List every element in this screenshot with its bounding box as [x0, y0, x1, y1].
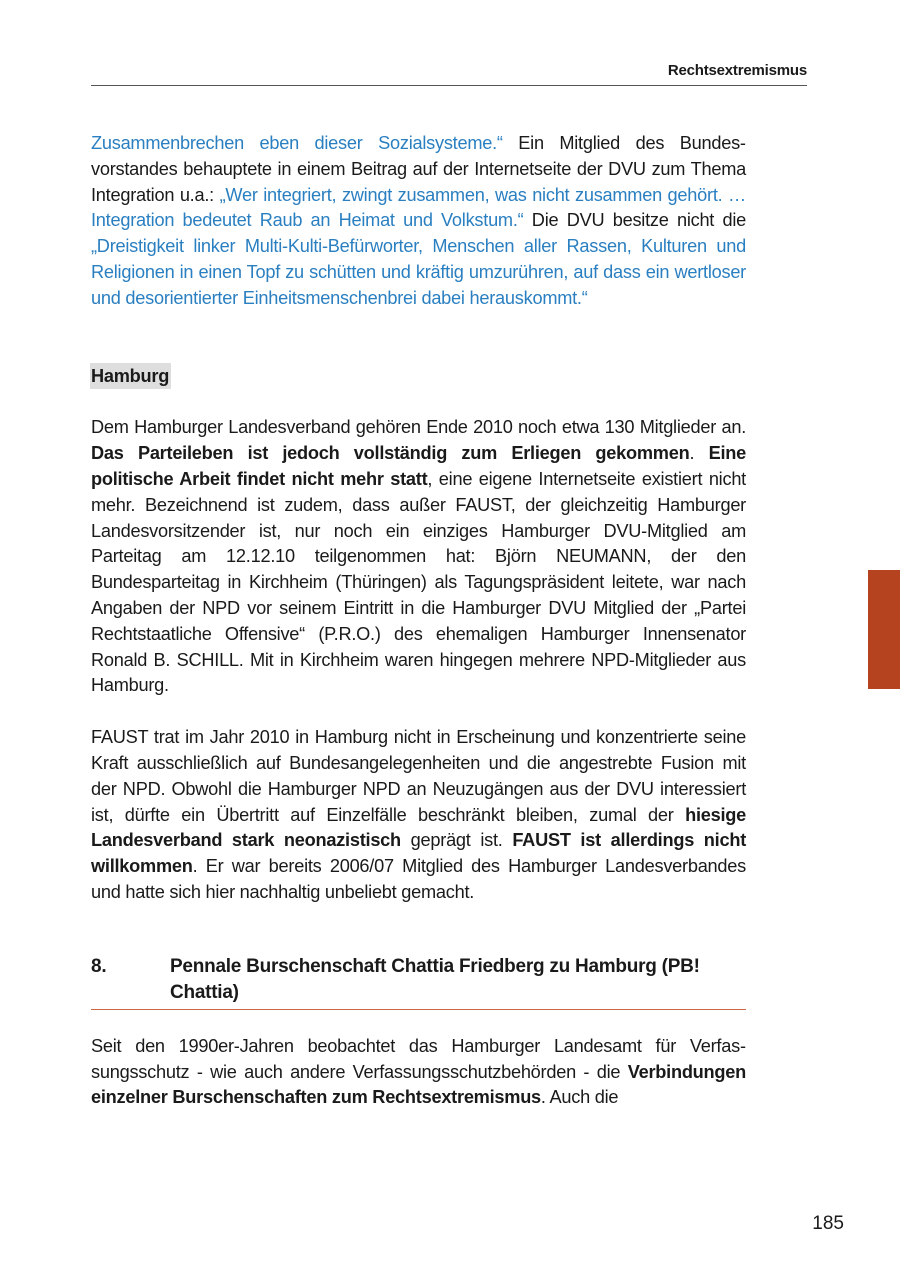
bold-segment: hiesige Landesverband stark neonazistisch [91, 804, 746, 851]
text-segment: Ein Mitglied des Bundesvorstandes behauptete in einem Beitrag auf der Internetseite der DVU zum Thema Integration u.a.: [91, 133, 746, 205]
quote-sozialsysteme: Zusammenbrechen eben dieser Sozialsysteme.“ [91, 133, 503, 153]
bold-segment: Eine politische Arbeit findet nicht mehr statt [91, 443, 747, 489]
paragraph-burschenschaften [91, 1034, 746, 1111]
section-heading-hamburg: Hamburg [90, 363, 171, 389]
bold-segment: FAUST ist allerdings nicht willkommen [91, 830, 746, 877]
text-segment: geprägt ist. [400, 830, 513, 851]
page-content [91, 131, 746, 1111]
chapter-heading [91, 954, 746, 1010]
bold-segment: Verbindungen einzelner Burschenschaften zum Rechtsextremismus [91, 1061, 746, 1108]
quote-multi-kulti: „Dreistigkeit linker Multi-Kulti-Befürworter, Menschen aller Rassen, Kulturen und Religionen in einen Topf zu schütten und kräftig umzurühren, auf dass ein wertloser und desorientierter Einheitsmenschenbrei dabei herauskommt.“ [91, 236, 746, 308]
text-segment: Die DVU besitze nicht die [523, 210, 746, 231]
section-heading-wrap [91, 363, 746, 390]
chapter-number: 8. [91, 955, 107, 977]
chapter-side-tab [868, 570, 900, 689]
chapter-title: Pennale Burschenschaft Chattia Friedberg zu Hamburg (PB! Chattia) [170, 955, 700, 1003]
page-number: 185 [812, 1213, 844, 1234]
text-segment: . [689, 443, 709, 464]
text-segment: . Er war bereits 2006/07 Mitglied des Hamburger Landesverbandes und hatte sich hier nachhaltig unbeliebt gemacht. [91, 856, 746, 902]
text-segment: Seit den 1990er-Jahren beobachtet das Hamburger Landesamt für Verfassungsschutz - wie auch andere Verfassungsschutzbehörden - die [91, 1035, 746, 1082]
running-header: Rechtsextremismus [667, 62, 807, 79]
text-segment: FAUST trat im Jahr 2010 in Hamburg nicht in Erscheinung und konzentrierte seine Kraft ausschließlich auf Bundesangelegenheiten und die angestrebte Fusion mit der NPD. Obwohl die Hamburger NPD an Neuzugängen aus der DVU interessiert ist, dürfte ein Übertritt auf Einzelfälle beschränkt bleiben, zumal der [91, 727, 746, 825]
text-segment: , eine eigene Internetseite existiert nicht mehr. Bezeichnend ist zudem, dass außer FAUST, der gleichzeitig Hamburger Landesvorsitzender ist, nur noch ein einziges Hamburger DVU-Mitglied am Parteitag am 12.12.10 teilgenommen hat: Björn NEUMANN, der den Bundesparteitag in Kirchheim (Thüringen) als Tagungspräsident leitete, war nach Angaben der NPD vor seinem Eintritt in die Hamburger DVU Mitglied der „Partei Rechtstaatliche Offensive“ (P.R.O.) des ehemaligen Hamburger Innensenator Ronald B. SCHILL. Mit in Kirchheim waren hingegen mehrere NPD-Mitglieder aus Hamburg. [91, 468, 746, 696]
paragraph-dvu-quotes [91, 131, 746, 312]
text-segment: Dem Hamburger Landesverband gehören Ende 2010 noch etwa 130 Mitglieder an. [91, 417, 746, 438]
header-rule [91, 85, 807, 86]
quote-integration: „Wer integriert, zwingt zusammen, was nicht zusammen gehört. … Integration bedeutet Raub an Heimat und Volkstum.“ [91, 184, 746, 231]
bold-segment: Das Parteileben ist jedoch vollständig zum Erliegen gekommen [91, 443, 690, 464]
text-segment: . Auch die [540, 1087, 619, 1108]
paragraph-landesverband [91, 415, 746, 699]
paragraph-faust [91, 725, 746, 906]
